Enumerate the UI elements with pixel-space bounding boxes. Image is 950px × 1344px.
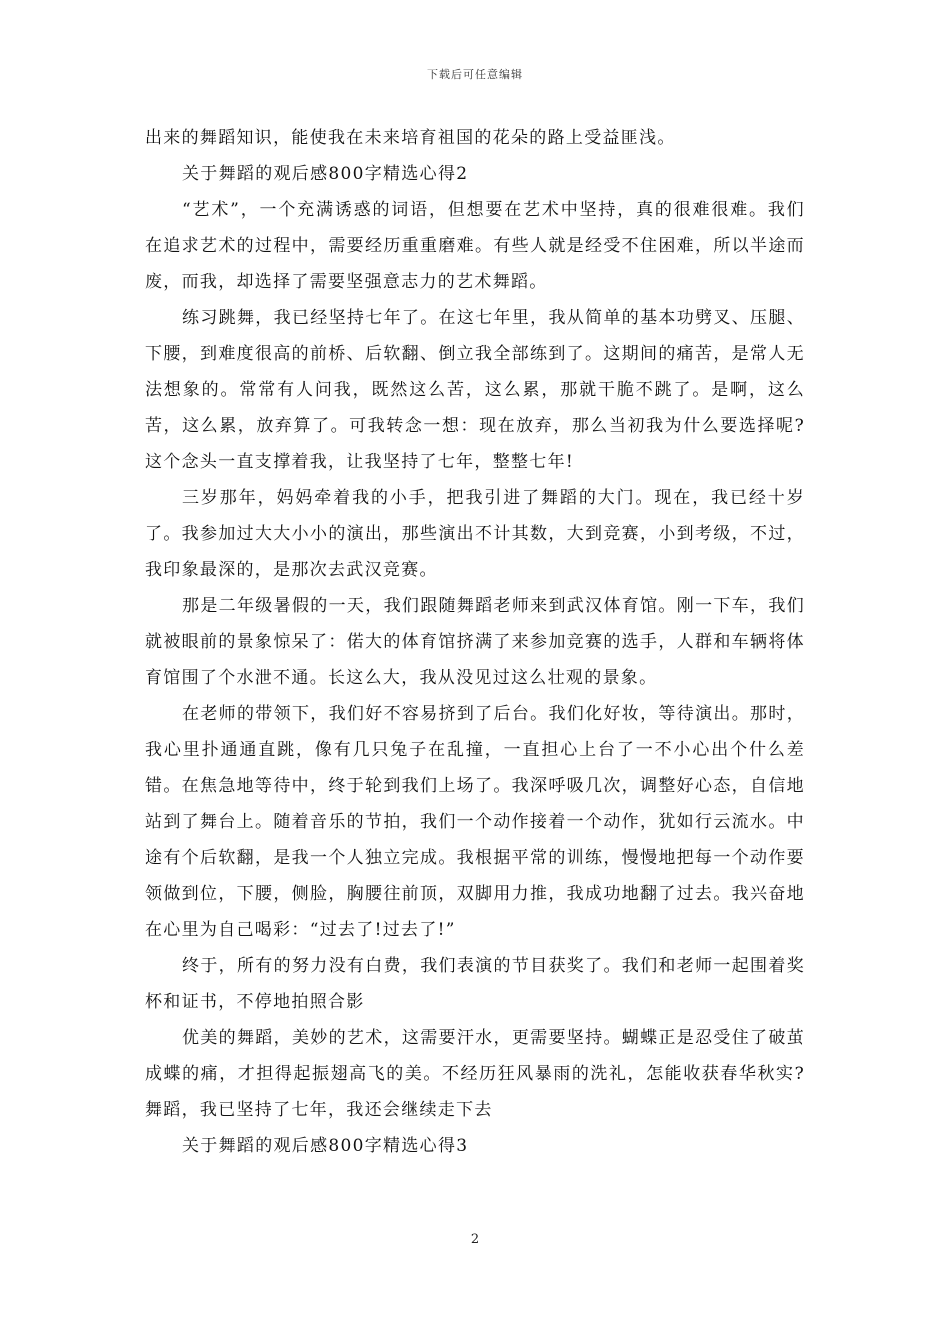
page-header: 下载后可任意编辑 xyxy=(427,68,523,81)
section-heading-3: 关于舞蹈的观后感800字精选心得3 xyxy=(182,1136,469,1156)
document-body xyxy=(145,120,805,1164)
paragraph: 那是二年级暑假的一天，我们跟随舞蹈老师来到武汉体育馆。刚一下车，我们就被眼前的景象惊呆了：偌大的体育馆挤满了来参加竞赛的选手，人群和车辆将体育馆围了个水泄不通。长这么大，我从没见过这么壮观的景象。 xyxy=(145,596,805,688)
paragraph: “艺术”，一个充满诱惑的词语，但想要在艺术中坚持，真的很难很难。我们在追求艺术的过程中，需要经历重重磨难。有些人就是经受不住困难，所以半途而废，而我，却选择了需要坚强意志力的艺术舞蹈。 xyxy=(145,200,805,292)
paragraph: 优美的舞蹈，美妙的艺术，这需要汗水，更需要坚持。蝴蝶正是忍受住了破茧成蝶的痛，才担得起振翅高飞的美。不经历狂风暴雨的洗礼，怎能收获春华秋实?舞蹈，我已坚持了七年，我还会继续走下去 xyxy=(145,1028,805,1120)
paragraph: 在老师的带领下，我们好不容易挤到了后台。我们化好妆，等待演出。那时，我心里扑通通直跳，像有几只兔子在乱撞，一直担心上台了一不小心出个什么差错。在焦急地等待中，终于轮到我们上场了。我深呼吸几次，调整好心态，自信地站到了舞台上。随着音乐的节拍，我们一个动作接着一个动作，犹如行云流水。中途有个后软翻，是我一个人独立完成。我根据平常的训练，慢慢地把每一个动作要领做到位，下腰，侧脸，胸腰往前顶，双脚用力推，我成功地翻了过去。我兴奋地在心里为自己喝彩：“过去了!过去了!” xyxy=(145,704,805,940)
paragraph: 练习跳舞，我已经坚持七年了。在这七年里，我从简单的基本功劈叉、压腿、下腰，到难度很高的前桥、后软翻、倒立我全部练到了。这期间的痛苦，是常人无法想象的。常常有人问我，既然这么苦，这么累，那就干脆不跳了。是啊，这么苦，这么累，放弃算了。可我转念一想：现在放弃，那么当初我为什么要选择呢?这个念头一直支撑着我，让我坚持了七年，整整七年! xyxy=(145,308,805,472)
paragraph-continuation: 出来的舞蹈知识，能使我在未来培育祖国的花朵的路上受益匪浅。 xyxy=(145,128,676,148)
page-number: 2 xyxy=(470,1232,480,1247)
section-heading-2: 关于舞蹈的观后感800字精选心得2 xyxy=(182,164,469,184)
paragraph: 终于，所有的努力没有白费，我们表演的节目获奖了。我们和老师一起围着奖杯和证书，不停地拍照合影 xyxy=(145,956,805,1012)
paragraph: 三岁那年，妈妈牵着我的小手，把我引进了舞蹈的大门。现在，我已经十岁了。我参加过大大小小的演出，那些演出不计其数，大到竞赛，小到考级，不过，我印象最深的，是那次去武汉竞赛。 xyxy=(145,488,805,580)
